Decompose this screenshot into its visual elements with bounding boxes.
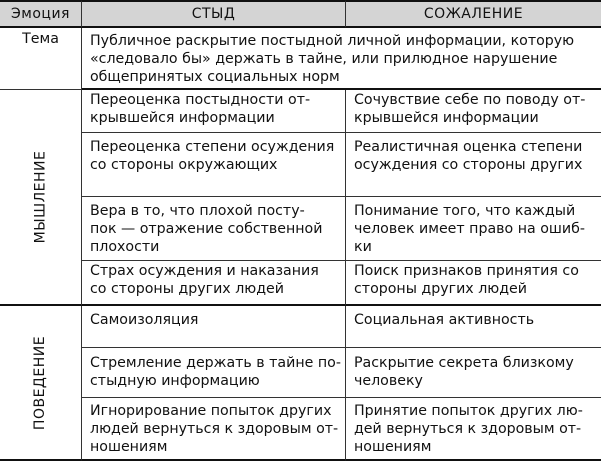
text-line: Переоценка постыдности от- [90,92,311,108]
tema-text [82,28,601,90]
text-line: крывшейся информации [90,110,275,126]
thinking-shame-4 [82,261,346,306]
text-line: ки [354,239,372,255]
thinking-shame-1 [82,90,346,133]
section-label-behavior [0,306,82,461]
text-line: стороны других людей [354,281,527,297]
tema-line: «следовало бы» держать в тайне, или прилюдное нарушение [90,51,558,67]
text-line: осуждения со стороны других [354,157,583,173]
thinking-shame-2 [82,133,346,197]
text-line: пок — отражение собственной [90,221,323,237]
row-label-tema [0,28,82,90]
thinking-label: МЫШЛЕНИЕ [32,150,49,244]
thinking-regret-4 [346,261,601,306]
behavior-regret-3 [346,398,601,461]
text-line: стыдную информацию [90,373,260,389]
text-line: дей вернуться к здоровым от- [354,421,582,437]
text-line: Раскрытие секрета близкому [354,355,574,371]
text-line: Сочувствие себе по поводу от- [354,92,586,108]
behavior-regret-2 [346,348,601,398]
section-label-thinking [0,90,82,306]
tema-line: общепринятых социальных норм [90,69,340,85]
tema-line: Публичное раскрытие постыдной личной информации, которую [90,33,575,49]
behavior-shame-2 [82,348,346,398]
text-line: Стремление держать в тайне по- [90,355,341,371]
text-line: Социальная активность [354,312,535,328]
text-line: Реалистичная оценка степени [354,139,583,155]
text-line: ношениям [90,439,168,455]
text-line: Переоценка степени осуждения [90,139,335,155]
text-line: Понимание того, что каждый [354,203,576,219]
text-line: со стороны окружающих [90,157,278,173]
text-line: ношениям [354,439,432,455]
text-line: Вера в то, что плохой посту- [90,203,305,219]
text-line: плохости [90,239,160,255]
thinking-regret-2 [346,133,601,197]
text-line: Поиск признаков принятия со [354,263,579,279]
thinking-regret-1 [346,90,601,133]
behavior-label: ПОВЕДЕНИЕ [32,335,49,430]
text-line: Принятие попыток других лю- [354,403,583,419]
text-line: человек имеет право на ошиб- [354,221,585,237]
text-line: людей вернуться к здоровым от- [90,421,339,437]
header-emotion: Эмоция [0,0,82,28]
thinking-regret-3 [346,197,601,261]
text-line: крывшейся информации [354,110,539,126]
text-line: со стороны других людей [90,281,284,297]
behavior-regret-1 [346,306,601,348]
text-line: Самоизоляция [90,312,199,328]
tema-label: Тема [22,31,59,47]
header-regret: СОЖАЛЕНИЕ [346,0,601,28]
text-line: Страх осуждения и наказания [90,263,319,279]
header-shame: СТЫД [82,0,346,28]
text-line: Игнорирование попыток других [90,403,332,419]
behavior-shame-3 [82,398,346,461]
text-line: человеку [354,373,423,389]
thinking-shame-3 [82,197,346,261]
behavior-shame-1 [82,306,346,348]
